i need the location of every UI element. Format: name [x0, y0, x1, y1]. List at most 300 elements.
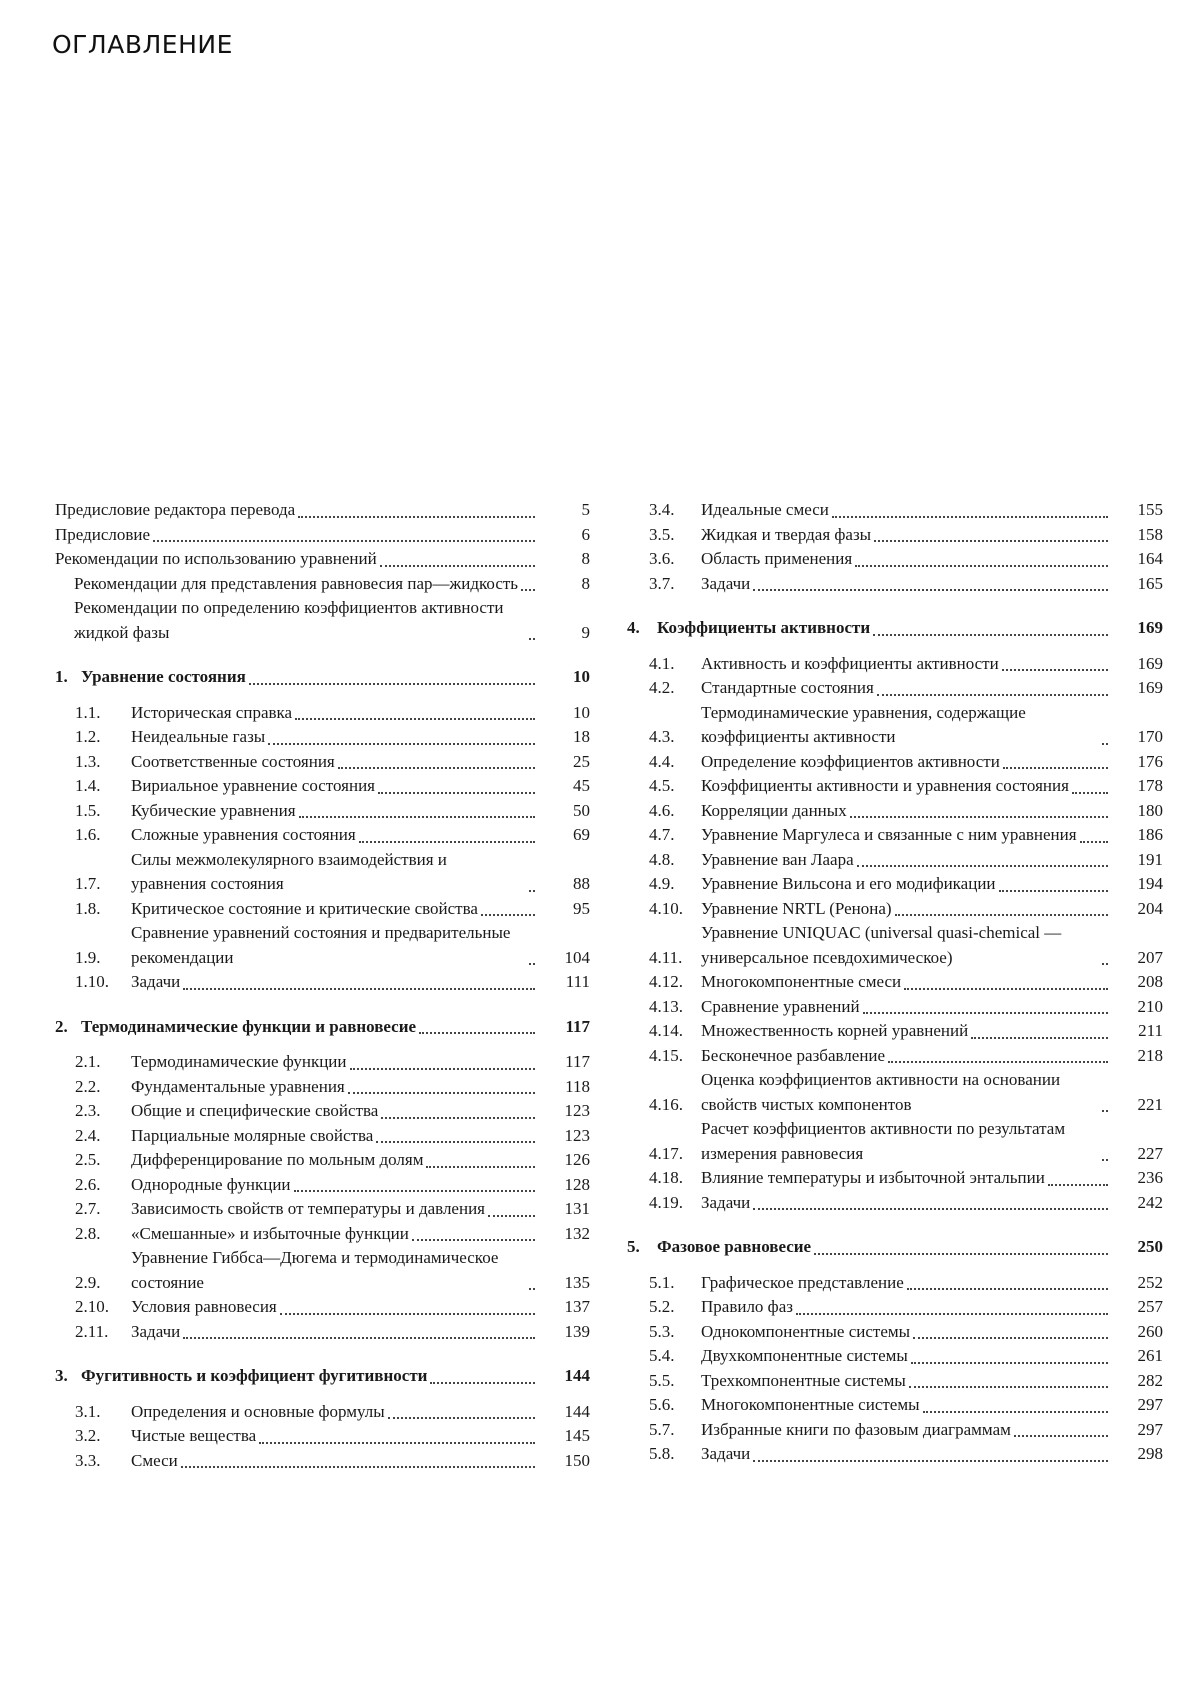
entry-page-number: 88 — [573, 874, 590, 893]
entry-title: Предисловие — [55, 524, 151, 544]
dot-leader — [832, 516, 1108, 518]
entry-page-number: 158 — [1137, 524, 1163, 544]
entry-body — [701, 572, 1111, 597]
dot-leader — [419, 1032, 535, 1034]
dot-leader — [183, 1337, 535, 1339]
entry-body — [701, 1117, 1111, 1166]
entry-number: 1.8. — [75, 898, 101, 918]
entry-body — [701, 774, 1111, 799]
entry-number: 2.7. — [75, 1199, 101, 1218]
dot-leader — [298, 516, 535, 518]
toc-section-entry[interactable] — [55, 1246, 590, 1295]
entry-body — [701, 1418, 1111, 1443]
entry-page-number: 8 — [581, 573, 590, 593]
toc-section-entry[interactable] — [627, 547, 1163, 572]
entry-title: Жидкая и твердая фазы — [701, 524, 872, 544]
entry-body — [131, 1124, 538, 1149]
dot-leader — [753, 1460, 1108, 1462]
entry-page-number: 69 — [573, 825, 590, 844]
entry-title: Коэффициенты активности и уравнения состояния — [701, 776, 1069, 795]
entry-page-number: 50 — [573, 800, 590, 820]
entry-number: 3.3. — [75, 1450, 101, 1470]
toc-section-entry[interactable] — [627, 1369, 1163, 1394]
entry-title: Множественность корней уравнений — [701, 1021, 969, 1040]
entry-title: Трехкомпонентные системы — [701, 1370, 906, 1390]
toc-section-entry[interactable] — [627, 1191, 1163, 1216]
entry-number: 1.6. — [75, 825, 101, 844]
toc-section-entry[interactable] — [627, 848, 1163, 873]
entry-body — [74, 572, 538, 597]
entry-page-number: 10 — [573, 667, 590, 686]
entry-body — [701, 848, 1111, 873]
entry-number: 4.11. — [649, 947, 683, 967]
entry-body — [701, 1044, 1111, 1069]
dot-leader — [1002, 669, 1108, 671]
entry-title: Двухкомпонентные системы — [701, 1346, 908, 1365]
entry-body — [55, 498, 538, 523]
toc-section-entry[interactable] — [627, 774, 1163, 799]
toc-section-entry[interactable] — [627, 1117, 1163, 1166]
dot-leader — [268, 743, 535, 745]
entry-title: Влияние температуры и избыточной энтальпии — [701, 1168, 1045, 1187]
entry-number: 2. — [55, 1016, 68, 1036]
entry-title: Однородные функции — [131, 1174, 291, 1194]
entry-page-number: 6 — [581, 524, 590, 544]
entry-page-number: 150 — [564, 1450, 590, 1470]
dot-leader — [999, 890, 1108, 892]
entry-body — [131, 921, 538, 970]
entry-number: 4.5. — [649, 776, 675, 795]
dot-leader — [350, 1068, 536, 1070]
toc-section-entry[interactable] — [55, 848, 590, 897]
entry-body — [131, 1148, 538, 1173]
entry-number: 3.4. — [649, 500, 675, 519]
toc-chapter-entry[interactable] — [55, 665, 590, 690]
entry-title: Задачи — [131, 972, 181, 991]
dot-leader — [907, 1288, 1108, 1290]
entry-page-number: 221 — [1137, 1094, 1163, 1114]
toc-section-entry[interactable] — [55, 1050, 590, 1075]
toc-section-entry[interactable] — [55, 823, 590, 848]
toc-section-entry[interactable] — [55, 701, 590, 726]
entry-page-number: 131 — [564, 1199, 590, 1218]
entry-body — [701, 1191, 1111, 1216]
entry-body — [131, 1173, 538, 1198]
entry-body — [131, 1449, 538, 1474]
toc-section-entry[interactable] — [55, 1075, 590, 1100]
entry-title: Рекомендации по определению коэффициентов активности жидкой фазы — [74, 598, 504, 642]
entry-page-number: 260 — [1137, 1321, 1163, 1341]
entry-title: Многокомпонентные смеси — [701, 972, 902, 991]
toc-section-entry[interactable] — [55, 1148, 590, 1173]
entry-number: 1.5. — [75, 800, 101, 820]
dot-leader — [923, 1411, 1108, 1413]
entry-number: 4.14. — [649, 1021, 683, 1040]
dot-leader — [1048, 1184, 1108, 1186]
entry-number: 4.2. — [649, 678, 675, 697]
toc-front-entry[interactable] — [55, 572, 590, 597]
toc-section-entry[interactable] — [627, 1418, 1163, 1443]
toc-section-entry[interactable] — [627, 1019, 1163, 1044]
toc-section-entry[interactable] — [627, 1068, 1163, 1117]
entry-page-number: 297 — [1137, 1395, 1163, 1414]
dot-leader — [299, 816, 535, 818]
entry-number: 2.1. — [75, 1052, 101, 1071]
entry-body — [131, 848, 538, 897]
entry-body — [701, 1295, 1111, 1320]
dot-leader — [183, 988, 535, 990]
dot-leader — [426, 1166, 535, 1168]
toc-section-entry[interactable] — [55, 921, 590, 970]
entry-body — [701, 676, 1111, 701]
entry-number: 2.2. — [75, 1076, 101, 1096]
toc-section-entry[interactable] — [627, 897, 1163, 922]
entry-number: 4.13. — [649, 996, 683, 1016]
entry-page-number: 155 — [1137, 500, 1163, 519]
entry-number: 5.4. — [649, 1346, 675, 1365]
entry-page-number: 178 — [1137, 776, 1163, 795]
entry-page-number: 207 — [1137, 947, 1163, 967]
entry-title: Активность и коэффициенты активности — [701, 653, 999, 673]
entry-title: Неидеальные газы — [131, 727, 266, 746]
toc-section-entry[interactable] — [55, 750, 590, 775]
toc-section-entry[interactable] — [55, 970, 590, 995]
entry-body — [81, 1364, 538, 1389]
entry-title: Уравнение Гиббса—Дюгема и термодинамическое состояние — [131, 1248, 499, 1292]
toc-left-column — [55, 498, 590, 1473]
toc-section-entry[interactable] — [55, 1320, 590, 1345]
entry-number: 4. — [627, 618, 640, 637]
entry-title: Определения и основные формулы — [131, 1401, 385, 1421]
toc-section-entry[interactable] — [627, 1271, 1163, 1296]
entry-title: Условия равновесия — [131, 1297, 277, 1316]
entry-number: 1.1. — [75, 702, 101, 722]
entry-number: 2.9. — [75, 1272, 101, 1292]
toc-section-entry[interactable] — [627, 970, 1163, 995]
toc-section-entry[interactable] — [627, 1393, 1163, 1418]
dot-leader — [412, 1239, 535, 1241]
entry-number: 4.7. — [649, 825, 675, 844]
dot-leader — [850, 816, 1108, 818]
entry-title: Соответственные состояния — [131, 751, 335, 771]
dot-leader — [1003, 767, 1108, 769]
entry-page-number: 145 — [564, 1426, 590, 1445]
entry-body — [131, 1295, 538, 1320]
entry-title: Фазовое равновесие — [657, 1237, 812, 1256]
entry-number: 5.1. — [649, 1272, 675, 1292]
dot-leader — [971, 1037, 1108, 1039]
dot-leader — [796, 1313, 1108, 1315]
toc-section-entry[interactable] — [55, 1400, 590, 1425]
dot-leader — [913, 1337, 1108, 1339]
entry-title: Парциальные молярные свойства — [131, 1125, 374, 1145]
entry-number: 2.11. — [75, 1321, 109, 1341]
entry-title: Правило фаз — [701, 1297, 793, 1316]
toc-chapter-entry[interactable] — [55, 1364, 590, 1389]
toc-front-entry[interactable] — [55, 596, 590, 645]
entry-body — [131, 1400, 538, 1425]
entry-page-number: 25 — [573, 751, 590, 771]
entry-page-number: 45 — [573, 776, 590, 795]
entry-title: «Смешанные» и избыточные функции — [131, 1223, 409, 1243]
entry-title: Сложные уравнения состояния — [131, 825, 356, 844]
toc-section-entry[interactable] — [55, 1295, 590, 1320]
entry-page-number: 111 — [565, 972, 590, 991]
dot-leader — [904, 988, 1108, 990]
dot-leader — [857, 865, 1108, 867]
dot-leader — [1102, 1159, 1108, 1161]
entry-page-number: 211 — [1138, 1021, 1163, 1040]
entry-title: Рекомендации по использованию уравнений — [55, 549, 377, 568]
entry-page-number: 128 — [564, 1174, 590, 1194]
entry-number: 4.10. — [649, 898, 683, 918]
entry-title: Идеальные смеси — [701, 500, 829, 519]
entry-page-number: 104 — [564, 947, 590, 967]
entry-page-number: 144 — [564, 1366, 590, 1385]
dot-leader — [529, 638, 535, 640]
toc-front-entry[interactable] — [55, 547, 590, 572]
toc-section-entry[interactable] — [55, 1173, 590, 1198]
toc-chapter-entry[interactable] — [55, 1015, 590, 1040]
entry-page-number: 169 — [1137, 618, 1163, 637]
dot-leader — [753, 1208, 1108, 1210]
toc-section-entry[interactable] — [627, 676, 1163, 701]
dot-leader — [753, 589, 1108, 591]
entry-page-number: 123 — [564, 1101, 590, 1120]
toc-front-entry[interactable] — [55, 523, 590, 548]
entry-body — [701, 498, 1111, 523]
entry-number: 5.7. — [649, 1419, 675, 1439]
entry-body — [701, 921, 1111, 970]
entry-number: 5.5. — [649, 1370, 675, 1390]
entry-number: 5.6. — [649, 1395, 675, 1414]
toc-section-entry[interactable] — [55, 897, 590, 922]
entry-title: Задачи — [701, 1192, 751, 1212]
entry-title: Зависимость свойств от температуры и давления — [131, 1199, 485, 1218]
entry-title: Коэффициенты активности — [657, 618, 871, 637]
dot-leader — [529, 890, 535, 892]
entry-page-number: 242 — [1137, 1192, 1163, 1212]
entry-number: 2.6. — [75, 1174, 101, 1194]
entry-title: Стандартные состояния — [701, 678, 874, 697]
entry-number: 4.8. — [649, 849, 675, 869]
entry-body — [701, 872, 1111, 897]
entry-number: 3.6. — [649, 549, 675, 568]
toc-section-entry[interactable] — [627, 872, 1163, 897]
entry-number: 1.10. — [75, 972, 109, 991]
entry-page-number: 8 — [581, 549, 590, 568]
entry-number: 4.17. — [649, 1143, 683, 1163]
entry-title: Избранные книги по фазовым диаграммам — [701, 1419, 1011, 1439]
toc-front-entry[interactable] — [55, 498, 590, 523]
entry-title: Предисловие редактора перевода — [55, 500, 296, 519]
toc-section-entry[interactable] — [627, 1166, 1163, 1191]
entry-title: Силы межмолекулярного взаимодействия и уравнения состояния — [131, 849, 447, 893]
entry-page-number: 117 — [565, 1016, 590, 1036]
toc-section-entry[interactable] — [627, 921, 1163, 970]
entry-body — [131, 1222, 538, 1247]
dot-leader — [388, 1417, 535, 1419]
entry-body — [131, 1424, 538, 1449]
entry-page-number: 144 — [564, 1401, 590, 1421]
dot-leader — [488, 1215, 535, 1217]
toc-section-entry[interactable] — [627, 652, 1163, 677]
entry-page-number: 18 — [573, 727, 590, 746]
toc-section-entry[interactable] — [55, 774, 590, 799]
toc-section-entry[interactable] — [55, 799, 590, 824]
entry-number: 2.5. — [75, 1150, 101, 1169]
dot-leader — [376, 1141, 535, 1143]
dot-leader — [153, 540, 535, 542]
dot-leader — [348, 1092, 535, 1094]
entry-title: Термодинамические функции — [131, 1052, 347, 1071]
toc-section-entry[interactable] — [627, 823, 1163, 848]
toc-section-entry[interactable] — [55, 1424, 590, 1449]
toc-section-entry[interactable] — [55, 725, 590, 750]
entry-page-number: 139 — [564, 1321, 590, 1341]
entry-body — [131, 897, 538, 922]
entry-title: Корреляции данных — [701, 800, 847, 820]
dot-leader — [381, 1117, 535, 1119]
dot-leader — [895, 914, 1108, 916]
entry-page-number: 132 — [564, 1223, 590, 1243]
entry-number: 2.8. — [75, 1223, 101, 1243]
entry-page-number: 176 — [1137, 751, 1163, 771]
entry-title: Фугитивность и коэффициент фугитивности — [81, 1366, 428, 1385]
entry-page-number: 169 — [1137, 678, 1163, 697]
entry-number: 2.3. — [75, 1101, 101, 1120]
entry-title: Дифференцирование по мольным долям — [131, 1150, 424, 1169]
entry-page-number: 282 — [1137, 1370, 1163, 1390]
entry-title: Уравнение состояния — [81, 667, 246, 686]
toc-section-entry[interactable] — [627, 1442, 1163, 1467]
entry-number: 1.7. — [75, 874, 101, 893]
entry-number: 2.4. — [75, 1125, 101, 1145]
entry-page-number: 95 — [573, 898, 590, 918]
entry-title: Уравнение ван Лаара — [701, 849, 854, 869]
entry-body — [701, 897, 1111, 922]
toc-section-entry[interactable] — [627, 523, 1163, 548]
toc-section-entry[interactable] — [627, 1044, 1163, 1069]
entry-body — [701, 823, 1111, 848]
entry-page-number: 250 — [1137, 1237, 1163, 1256]
entry-title: Многокомпонентные системы — [701, 1395, 920, 1414]
toc-section-entry[interactable] — [627, 572, 1163, 597]
entry-body — [701, 970, 1111, 995]
toc-section-entry[interactable] — [627, 799, 1163, 824]
entry-body — [131, 1050, 538, 1075]
entry-page-number: 164 — [1137, 549, 1163, 568]
entry-number: 2.10. — [75, 1297, 109, 1316]
toc-chapter-entry[interactable] — [627, 616, 1163, 641]
entry-page-number: 165 — [1137, 573, 1163, 593]
dot-leader — [280, 1313, 535, 1315]
entry-page-number: 126 — [564, 1150, 590, 1169]
entry-page-number: 227 — [1137, 1143, 1163, 1163]
page-title: ОГЛАВЛЕНИЕ — [52, 30, 233, 59]
toc-section-entry[interactable] — [55, 1222, 590, 1247]
toc-chapter-entry[interactable] — [627, 1235, 1163, 1260]
dot-leader — [1102, 1110, 1108, 1112]
entry-number: 1.2. — [75, 727, 101, 746]
entry-body — [131, 1246, 538, 1295]
dot-leader — [1014, 1435, 1108, 1437]
entry-body — [131, 774, 538, 799]
entry-number: 4.6. — [649, 800, 675, 820]
toc-section-entry[interactable] — [627, 701, 1163, 750]
dot-leader — [1072, 792, 1108, 794]
dot-leader — [249, 683, 535, 685]
toc-section-entry[interactable] — [627, 1320, 1163, 1345]
entry-title: Уравнение NRTL (Ренона) — [701, 898, 892, 918]
entry-body — [55, 523, 538, 548]
dot-leader — [863, 1012, 1108, 1014]
dot-leader — [814, 1253, 1108, 1255]
toc-section-entry[interactable] — [627, 1295, 1163, 1320]
entry-title: Кубические уравнения — [131, 800, 296, 820]
toc-section-entry[interactable] — [627, 498, 1163, 523]
entry-title: Задачи — [701, 573, 751, 593]
entry-number: 3.2. — [75, 1426, 101, 1445]
entry-body — [701, 1019, 1111, 1044]
toc-section-entry[interactable] — [55, 1099, 590, 1124]
entry-title: Рекомендации для представления равновесия пар—жидкость — [74, 573, 519, 593]
entry-number: 3.1. — [75, 1401, 101, 1421]
entry-page-number: 170 — [1137, 727, 1163, 746]
entry-number: 5.8. — [649, 1444, 675, 1463]
entry-number: 3. — [55, 1366, 68, 1385]
entry-page-number: 252 — [1137, 1272, 1163, 1292]
dot-leader — [855, 565, 1108, 567]
toc-section-entry[interactable] — [55, 1449, 590, 1474]
dot-leader — [529, 1288, 535, 1290]
toc-section-entry[interactable] — [627, 750, 1163, 775]
dot-leader — [359, 841, 535, 843]
dot-leader — [874, 540, 1108, 542]
toc-section-entry[interactable] — [627, 995, 1163, 1020]
toc-section-entry[interactable] — [627, 1344, 1163, 1369]
entry-body — [74, 596, 538, 645]
dot-leader — [338, 767, 535, 769]
dot-leader — [481, 914, 535, 916]
entry-title: Сравнение уравнений состояния и предварительные рекомендации — [131, 923, 511, 967]
entry-page-number: 169 — [1137, 653, 1163, 673]
entry-body — [701, 995, 1111, 1020]
entry-body — [701, 1393, 1111, 1418]
dot-leader — [909, 1386, 1108, 1388]
entry-title: Уравнение UNIQUAC (universal quasi-chemical — универсальное псевдохимическое) — [701, 923, 1062, 967]
entry-body — [701, 1320, 1111, 1345]
entry-body — [701, 750, 1111, 775]
toc-section-entry[interactable] — [55, 1124, 590, 1149]
entry-body — [131, 701, 538, 726]
dot-leader — [380, 565, 535, 567]
entry-page-number: 5 — [581, 500, 590, 519]
entry-page-number: 191 — [1137, 849, 1163, 869]
entry-body — [131, 750, 538, 775]
dot-leader — [1080, 841, 1108, 843]
entry-page-number: 123 — [564, 1125, 590, 1145]
dot-leader — [888, 1061, 1108, 1063]
entry-body — [657, 1235, 1111, 1260]
toc-section-entry[interactable] — [55, 1197, 590, 1222]
entry-title: Расчет коэффициентов активности по результатам измерения равновесия — [701, 1119, 1066, 1163]
entry-page-number: 204 — [1137, 898, 1163, 918]
entry-page-number: 298 — [1137, 1444, 1163, 1463]
entry-body — [131, 725, 538, 750]
entry-body — [131, 823, 538, 848]
dot-leader — [877, 694, 1108, 696]
